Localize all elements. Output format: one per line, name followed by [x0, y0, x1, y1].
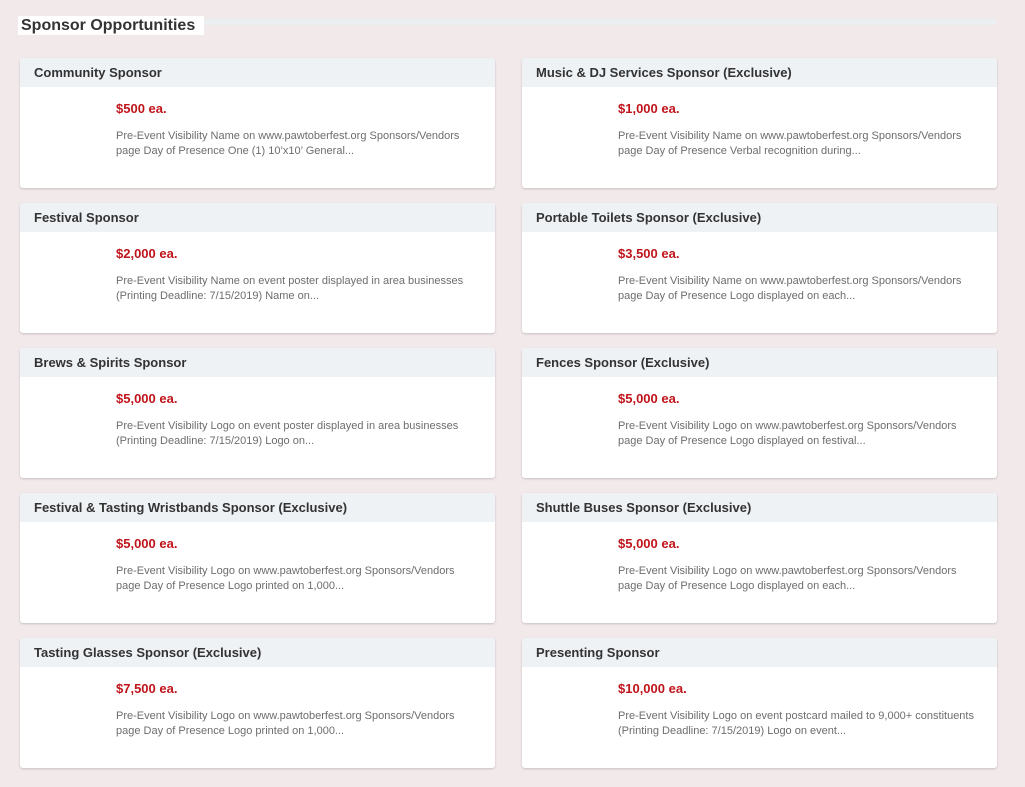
card-header [522, 348, 997, 377]
card-body [20, 522, 495, 594]
card-header [522, 638, 997, 667]
sponsor-card-brews-spirits[interactable] [20, 348, 495, 478]
card-title: Festival Sponsor [34, 210, 139, 225]
sponsor-card-fences[interactable] [522, 348, 997, 478]
sponsor-card-festival[interactable] [20, 203, 495, 333]
card-header [20, 638, 495, 667]
sponsor-card-community[interactable] [20, 58, 495, 188]
card-body [20, 667, 495, 739]
sponsor-grid [20, 58, 997, 768]
card-title: Brews & Spirits Sponsor [34, 355, 187, 370]
card-header [522, 493, 997, 522]
sponsor-card-presenting[interactable] [522, 638, 997, 768]
card-price: $5,000 ea. [618, 536, 680, 551]
card-description: Pre-Event Visibility Logo on event postcard mailed to 9,000+ constituents (Printing Deadline: 7/15/2019) Logo on event... [618, 710, 974, 737]
card-description: Pre-Event Visibility Logo on www.pawtoberfest.org Sponsors/Vendors page Day of Presence Logo printed on 1,000... [116, 710, 455, 737]
card-body [522, 667, 997, 739]
card-price: $5,000 ea. [116, 391, 178, 406]
card-title: Presenting Sponsor [536, 645, 660, 660]
card-body [522, 232, 997, 304]
card-header [522, 58, 997, 87]
card-description: Pre-Event Visibility Name on www.pawtoberfest.org Sponsors/Vendors page Day of Presence Verbal recognition during... [618, 130, 962, 157]
card-body [20, 232, 495, 304]
card-description: Pre-Event Visibility Name on event poster displayed in area businesses (Printing Deadline: 7/15/2019) Name on... [116, 275, 464, 302]
card-header [20, 58, 495, 87]
card-title: Shuttle Buses Sponsor (Exclusive) [536, 500, 752, 515]
card-description: Pre-Event Visibility Logo on www.pawtoberfest.org Sponsors/Vendors page Day of Presence Logo printed on 1,000... [116, 565, 455, 592]
card-price: $2,000 ea. [116, 246, 178, 261]
card-title: Community Sponsor [34, 65, 162, 80]
card-body [522, 522, 997, 594]
card-description: Pre-Event Visibility Name on www.pawtoberfest.org Sponsors/Vendors page Day of Presence One (1) 10’x10’ General... [116, 130, 460, 157]
card-description: Pre-Event Visibility Name on www.pawtoberfest.org Sponsors/Vendors page Day of Presence Logo displayed on each... [618, 275, 962, 302]
card-title: Music & DJ Services Sponsor (Exclusive) [536, 65, 792, 80]
card-header [522, 203, 997, 232]
card-body [20, 377, 495, 449]
card-price: $5,000 ea. [116, 536, 178, 551]
card-title: Tasting Glasses Sponsor (Exclusive) [34, 645, 262, 660]
card-title: Fences Sponsor (Exclusive) [536, 355, 710, 370]
card-header [20, 348, 495, 377]
sponsor-card-wristbands[interactable] [20, 493, 495, 623]
card-body [20, 87, 495, 159]
sponsor-card-tasting-glasses[interactable] [20, 638, 495, 768]
card-price: $7,500 ea. [116, 681, 178, 696]
sponsor-card-portable-toilets[interactable] [522, 203, 997, 333]
card-description: Pre-Event Visibility Logo on www.pawtoberfest.org Sponsors/Vendors page Day of Presence Logo displayed on each... [618, 565, 957, 592]
card-price: $1,000 ea. [618, 101, 680, 116]
card-description: Pre-Event Visibility Logo on event poster displayed in area businesses (Printing Deadline: 7/15/2019) Logo on... [116, 420, 459, 447]
card-price: $5,000 ea. [618, 391, 680, 406]
card-title: Portable Toilets Sponsor (Exclusive) [536, 210, 762, 225]
section-header-bar [204, 19, 996, 25]
section-title-box [18, 16, 204, 35]
section-title: Sponsor Opportunities [21, 17, 196, 34]
card-price: $3,500 ea. [618, 246, 680, 261]
card-body [522, 87, 997, 159]
card-title: Festival & Tasting Wristbands Sponsor (Exclusive) [34, 500, 348, 515]
card-description: Pre-Event Visibility Logo on www.pawtoberfest.org Sponsors/Vendors page Day of Presence Logo displayed on festival... [618, 420, 957, 447]
card-price: $10,000 ea. [618, 681, 687, 696]
sponsor-card-shuttle-buses[interactable] [522, 493, 997, 623]
card-price: $500 ea. [116, 101, 167, 116]
card-header [20, 493, 495, 522]
sponsor-card-music-dj[interactable] [522, 58, 997, 188]
card-header [20, 203, 495, 232]
section-header [18, 16, 996, 34]
card-body [522, 377, 997, 449]
